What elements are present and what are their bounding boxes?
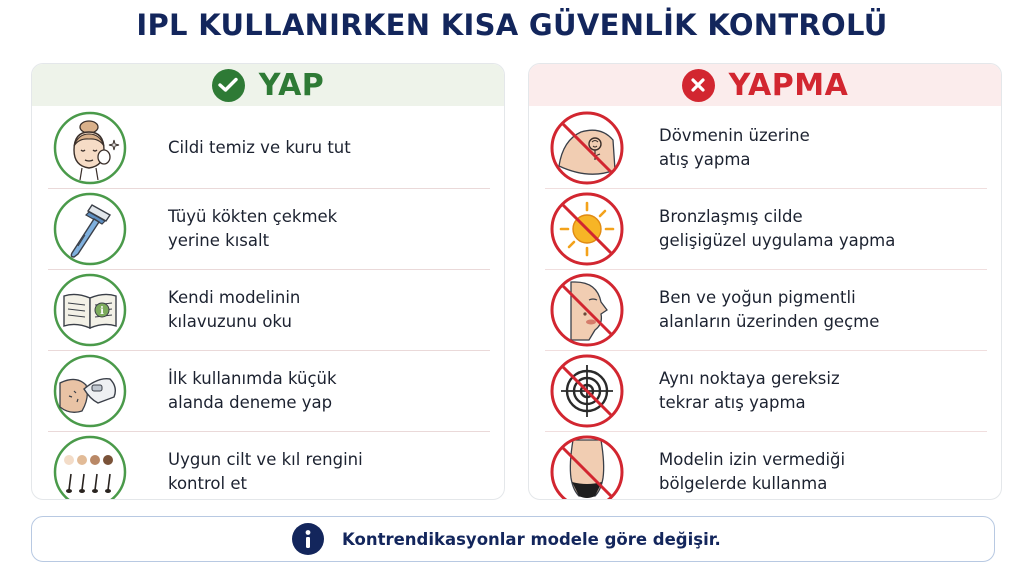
skin-hair-color-icon [48, 433, 132, 500]
contraindication-note [31, 516, 995, 562]
dont-item [545, 432, 987, 500]
razor-icon [48, 190, 132, 268]
check-icon [212, 69, 245, 102]
dont-item-text: Aynı noktaya gereksiz tekrar atış yapma [659, 369, 840, 412]
do-item [48, 432, 490, 500]
dont-item-text: Dövmenin üzerine atış yapma [659, 126, 810, 169]
dont-item [545, 189, 987, 269]
dont-item [545, 351, 987, 431]
do-item [48, 189, 490, 269]
dont-panel-header [529, 64, 1001, 106]
no-sun-icon [545, 190, 629, 268]
svg-text:i: i [100, 306, 104, 317]
face-cleansing-icon [48, 109, 132, 187]
dont-item-text: Bronzlaşmış cilde gelişigüzel uygulama yapma [659, 207, 896, 250]
do-item [48, 270, 490, 350]
do-panel [31, 63, 505, 500]
do-item-text: Uygun cilt ve kıl rengini kontrol et [168, 450, 363, 493]
no-tattoo-icon [545, 109, 629, 187]
page-title: IPL KULLANIRKEN KISA GÜVENLİK KONTROLÜ [136, 8, 888, 42]
dont-panel-title: YAPMA [728, 67, 849, 103]
ipl-device-test-icon [48, 352, 132, 430]
no-target-icon [545, 352, 629, 430]
dont-item [545, 270, 987, 350]
do-item-text: Kendi modelinin kılavuzunu oku [168, 288, 301, 331]
info-icon [292, 523, 324, 555]
no-bikini-area-icon [545, 433, 629, 500]
do-item [48, 108, 490, 188]
note-text: Kontrendikasyonlar modele göre değişir. [342, 529, 721, 549]
manual-book-icon [48, 271, 132, 349]
do-item-text: Tüyü kökten çekmek yerine kısalt [168, 207, 338, 250]
do-item [48, 351, 490, 431]
cross-icon [682, 69, 715, 102]
do-panel-header [32, 64, 504, 106]
do-item-text: İlk kullanımda küçük alanda deneme yap [168, 369, 337, 412]
dont-item [545, 108, 987, 188]
dont-item-text: Modelin izin vermediği bölgelerde kullanma [659, 450, 846, 493]
do-panel-title: YAP [258, 67, 325, 103]
no-mole-face-icon [545, 271, 629, 349]
do-item-text: Cildi temiz ve kuru tut [168, 138, 351, 157]
dont-panel [528, 63, 1002, 500]
dont-item-text: Ben ve yoğun pigmentli alanların üzerinden geçme [659, 288, 880, 331]
